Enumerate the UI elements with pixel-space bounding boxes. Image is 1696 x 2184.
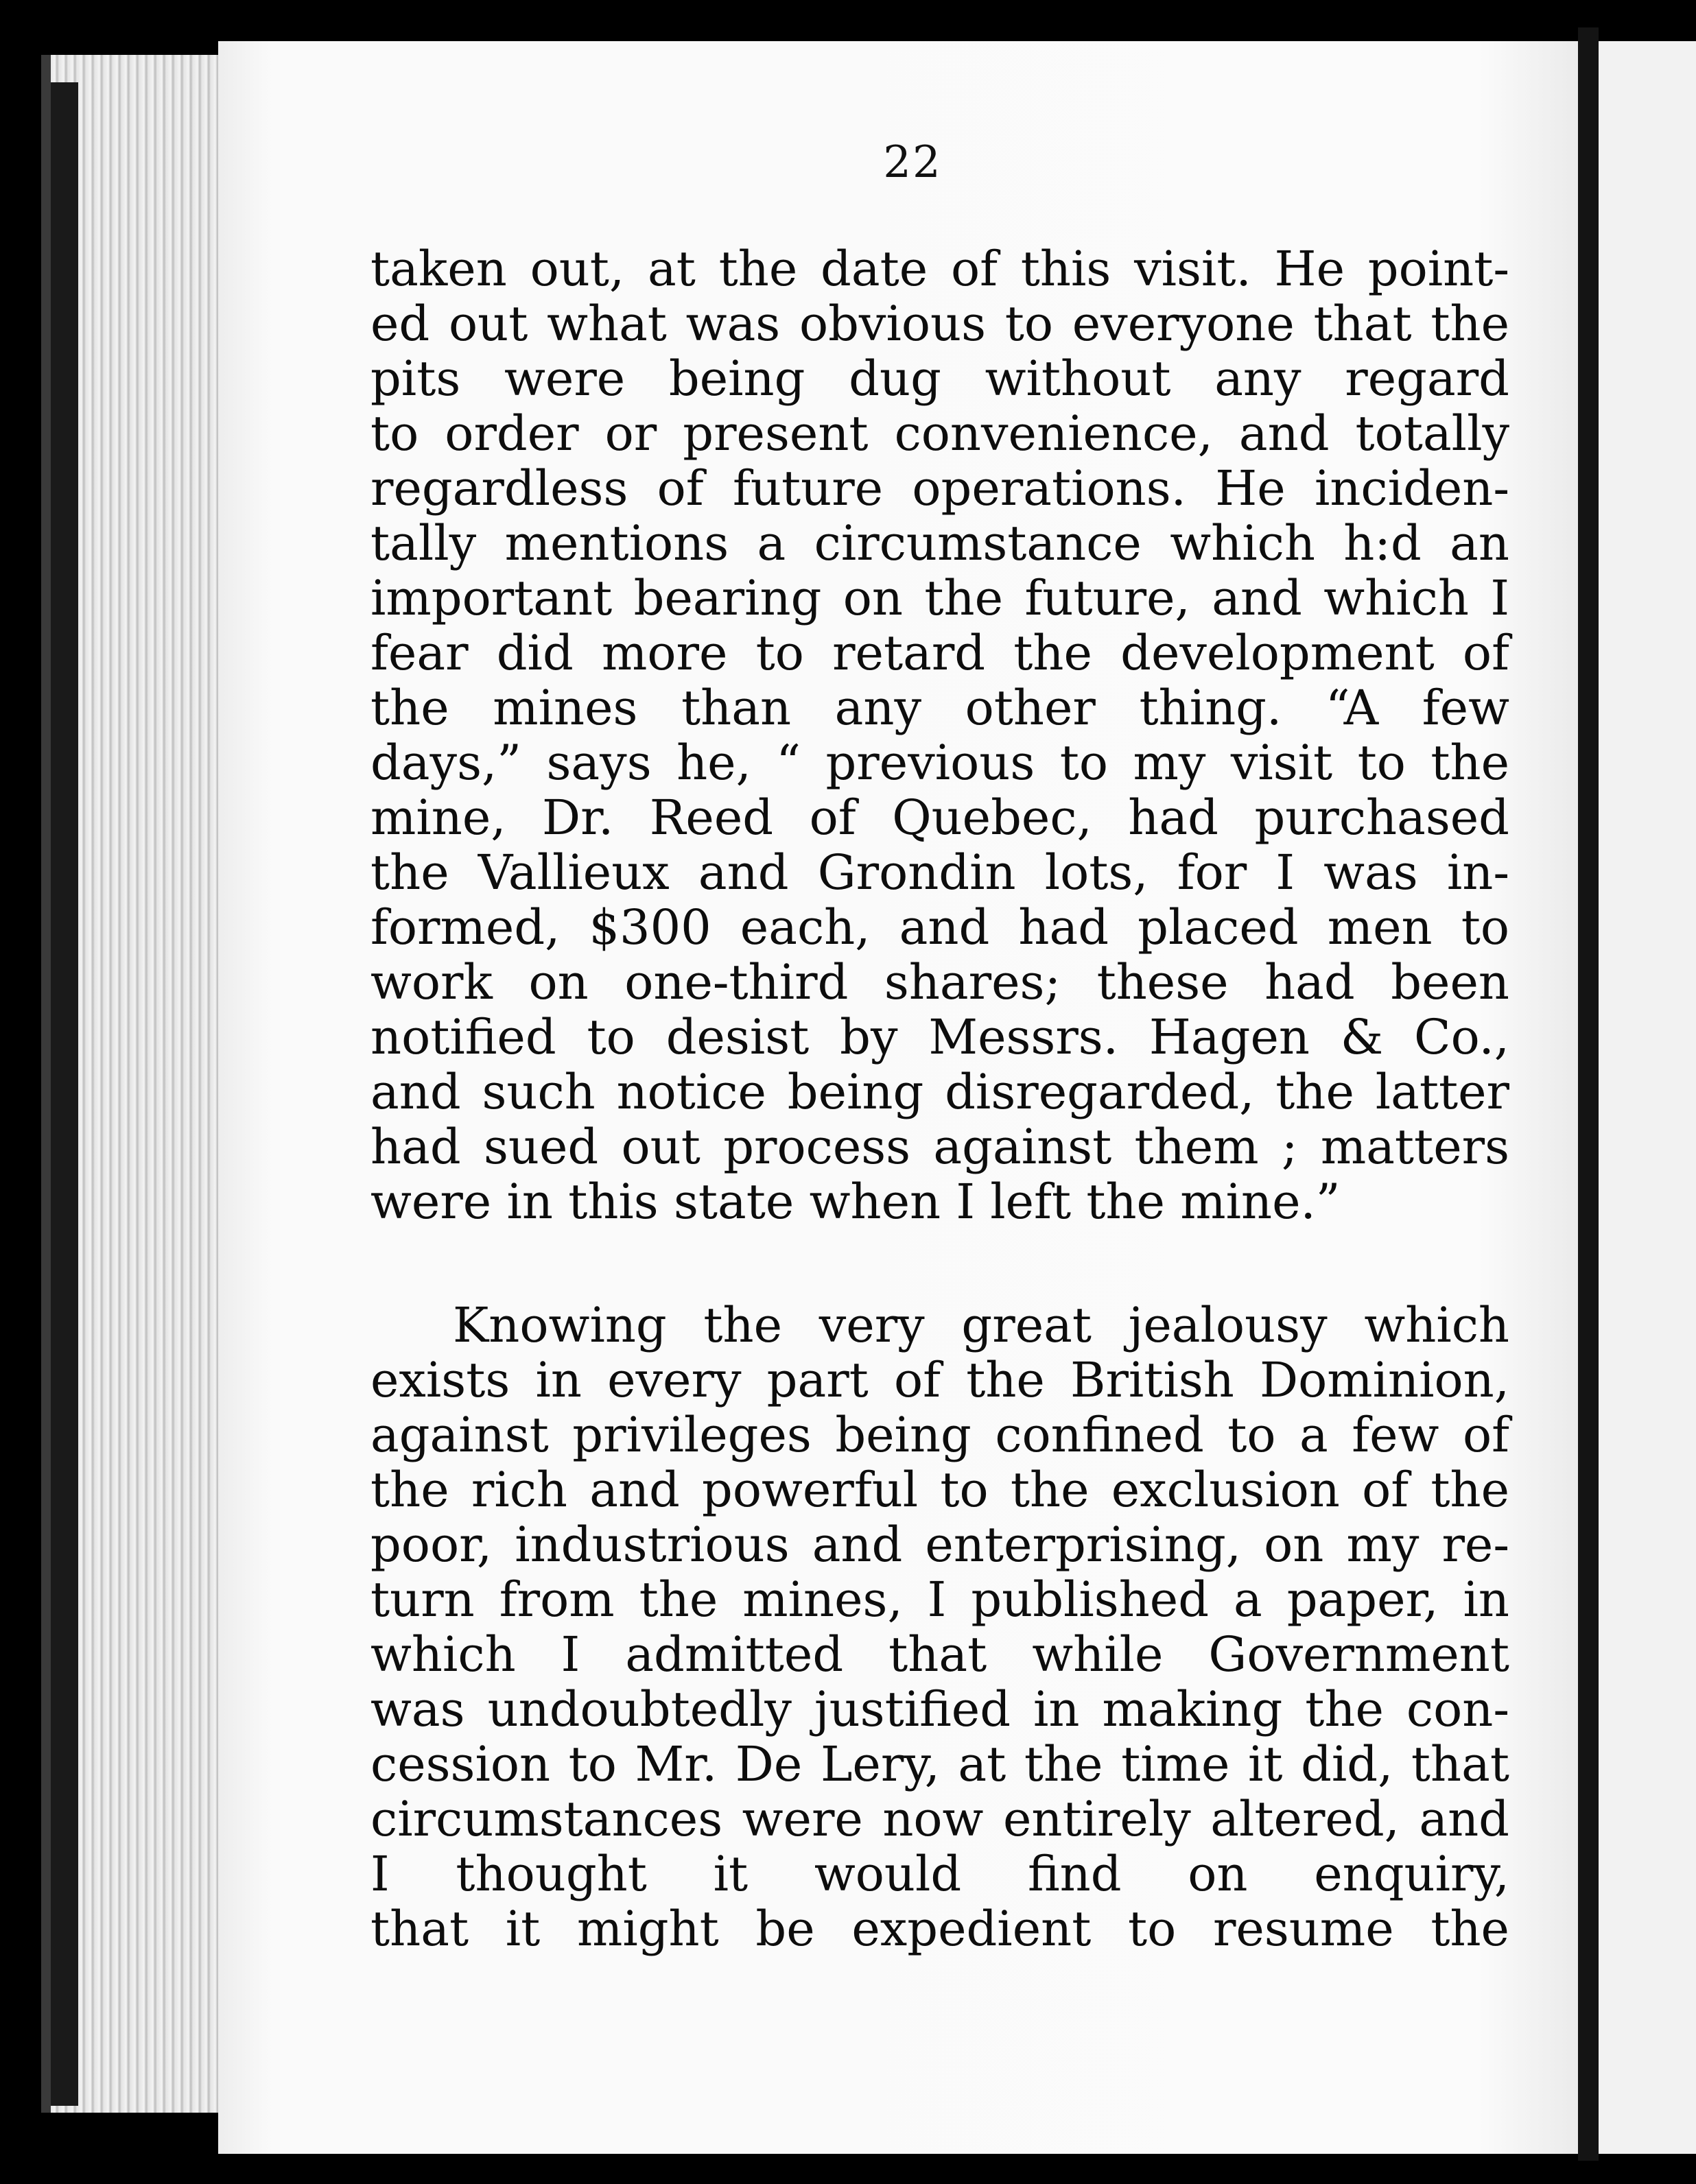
text-line: exists in every part of the British Dominion, [370, 1352, 1509, 1408]
text-line: that it might be expedient to resume the [370, 1901, 1509, 1957]
body-text [370, 241, 1509, 1956]
book-cover-edge [51, 82, 78, 2106]
text-line: Knowing the very great jealousy which [453, 1297, 1509, 1353]
text-line: against privileges being confined to a few of [370, 1407, 1509, 1463]
text-line: I thought it would find on enquiry, [370, 1846, 1509, 1902]
text-line: pits were being dug without any regard [370, 351, 1509, 407]
text-line: cession to Mr. De Lery, at the time it did, that [370, 1736, 1509, 1792]
text-line: ed out what was obvious to everyone that the [370, 296, 1509, 352]
text-line: regardless of future operations. He inciden- [370, 460, 1509, 517]
text-line: taken out, at the date of this visit. He point- [370, 241, 1509, 297]
book-gutter [1578, 27, 1599, 2161]
text-line: the rich and powerful to the exclusion of the [370, 1462, 1509, 1518]
paragraph-2 [370, 1298, 1509, 1956]
text-line: formed, $300 each, and had placed men to [370, 899, 1509, 956]
text-line: days,” says he, “ previous to my visit to the [370, 735, 1509, 791]
text-line: work on one-third shares; these had been [370, 954, 1509, 1010]
text-line: the Vallieux and Grondin lots, for I was in- [370, 844, 1509, 901]
text-line: were in this state when I left the mine.” [370, 1174, 1341, 1230]
text-line: circumstances were now entirely altered, and [370, 1791, 1509, 1847]
text-line: poor, industrious and enterprising, on my re- [370, 1517, 1509, 1573]
text-line: which I admitted that while Government [370, 1626, 1509, 1683]
text-line: to order or present convenience, and totally [370, 405, 1509, 462]
page-number: 22 [883, 137, 942, 188]
text-line: and such notice being disregarded, the latter [370, 1064, 1509, 1120]
text-line: fear did more to retard the development of [370, 625, 1509, 681]
text-line: important bearing on the future, and which I [370, 570, 1509, 626]
paragraph-1 [370, 241, 1509, 1229]
facing-page-edge [1599, 41, 1696, 2154]
text-line: turn from the mines, I published a paper, in [370, 1571, 1509, 1628]
text-line: the mines than any other thing. “A few [370, 680, 1509, 736]
text-line: tally mentions a circumstance which h:d an [370, 515, 1509, 571]
text-line: was undoubtedly justified in making the con- [370, 1681, 1509, 1737]
text-line: notified to desist by Messrs. Hagen & Co., [370, 1009, 1509, 1065]
text-line: had sued out process against them ; matters [370, 1119, 1509, 1175]
text-line: mine, Dr. Reed of Quebec, had purchased [370, 790, 1509, 846]
